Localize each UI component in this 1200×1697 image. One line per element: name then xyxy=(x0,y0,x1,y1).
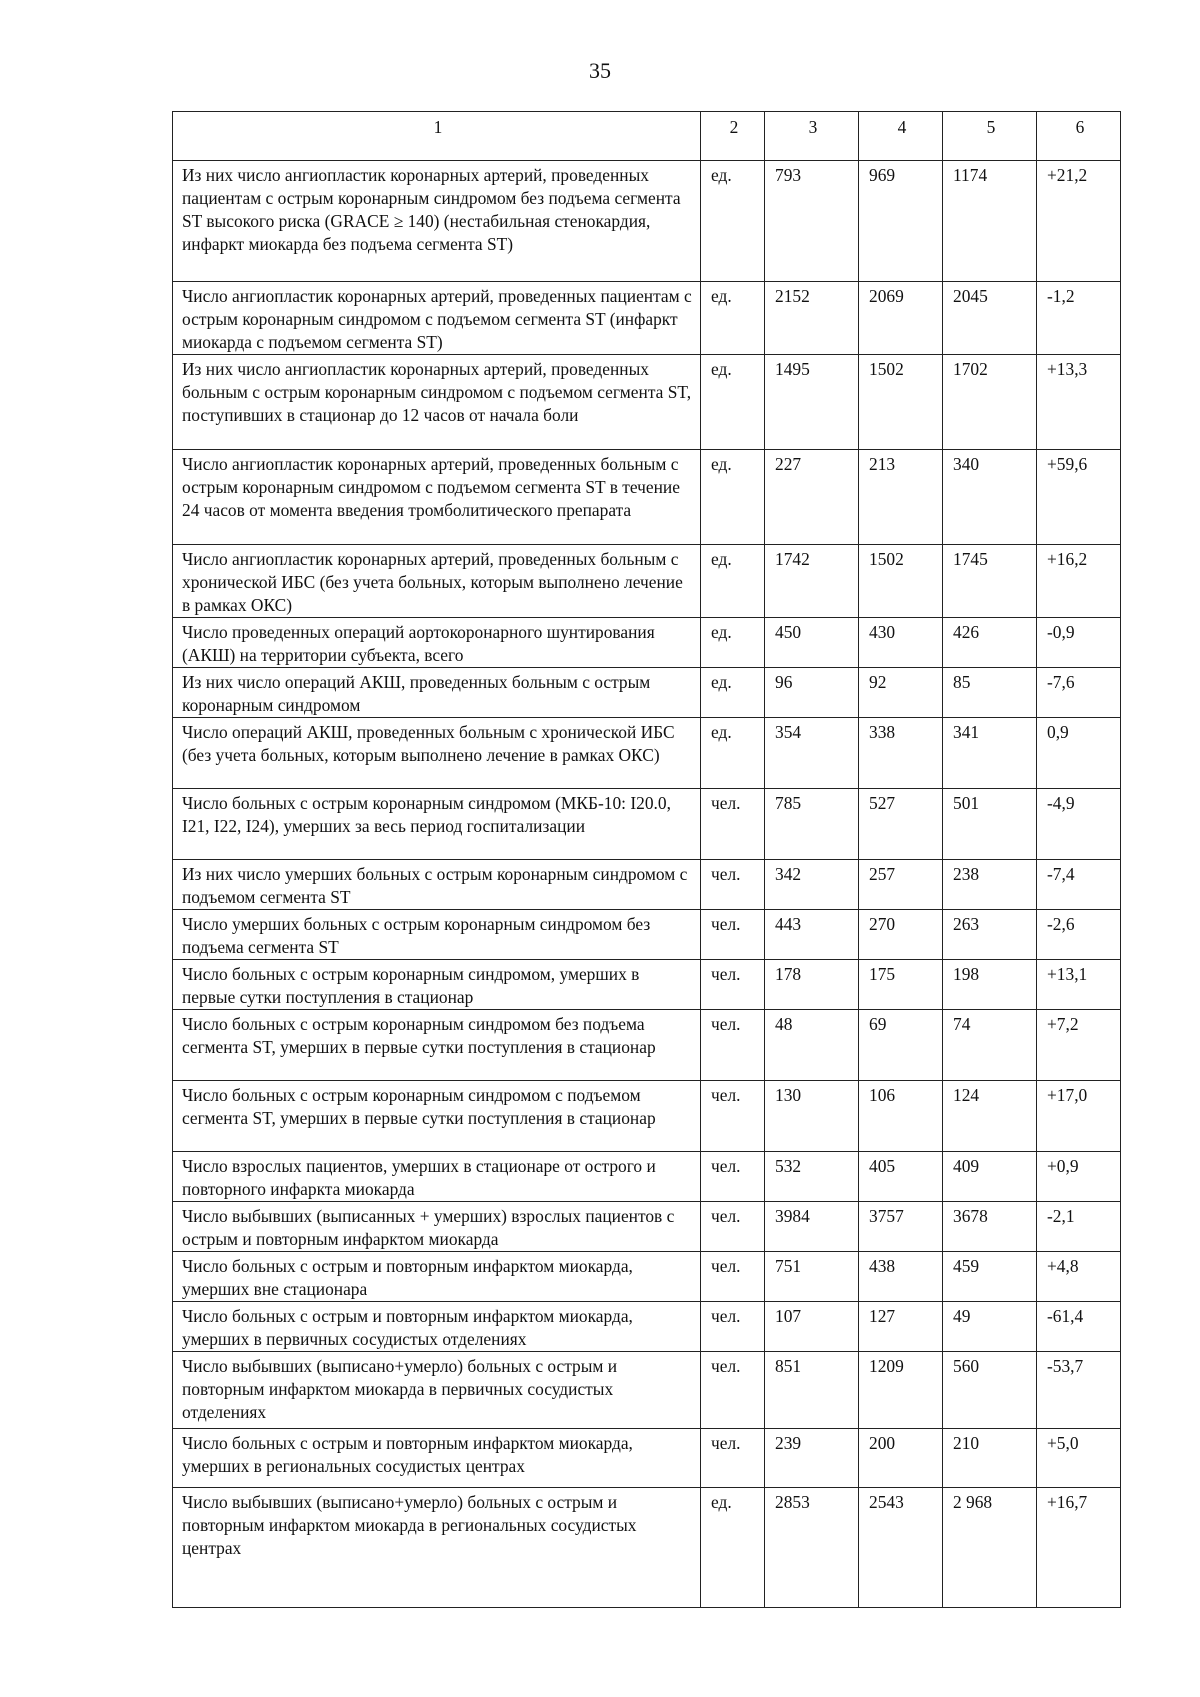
row-value-col4: 527 xyxy=(859,789,943,860)
row-unit: ед. xyxy=(701,618,765,668)
header-cell: 3 xyxy=(765,112,859,161)
row-unit: чел. xyxy=(701,960,765,1010)
row-value-col5: 560 xyxy=(943,1352,1037,1429)
row-unit: чел. xyxy=(701,789,765,860)
row-value-col3: 96 xyxy=(765,668,859,718)
row-value-col3: 532 xyxy=(765,1152,859,1202)
table-row xyxy=(173,960,1121,1010)
row-value-col5: 340 xyxy=(943,450,1037,545)
row-value-col6: -7,6 xyxy=(1037,668,1121,718)
row-value-col5: 1174 xyxy=(943,161,1037,282)
row-value-col3: 785 xyxy=(765,789,859,860)
row-value-col6: -61,4 xyxy=(1037,1302,1121,1352)
row-label: Из них число умерших больных с острым коронарным синдромом с подъемом сегмента ST xyxy=(173,860,701,910)
row-value-col4: 270 xyxy=(859,910,943,960)
page-number: 35 xyxy=(589,58,611,83)
row-value-col4: 1209 xyxy=(859,1352,943,1429)
row-unit: чел. xyxy=(701,1152,765,1202)
row-label: Число больных с острым коронарным синдромом, умерших в первые сутки поступления в стационар xyxy=(173,960,701,1010)
row-value-col4: 2069 xyxy=(859,282,943,355)
row-value-col4: 69 xyxy=(859,1010,943,1081)
table-row xyxy=(173,1352,1121,1429)
row-value-col3: 130 xyxy=(765,1081,859,1152)
row-value-col3: 1495 xyxy=(765,355,859,450)
row-value-col5: 263 xyxy=(943,910,1037,960)
row-label: Число взрослых пациентов, умерших в стационаре от острого и повторного инфаркта миокарда xyxy=(173,1152,701,1202)
row-value-col5: 210 xyxy=(943,1429,1037,1488)
row-label: Число больных с острым коронарным синдромом (МКБ-10: I20.0, I21, I22, I24), умерших за весь период госпитализации xyxy=(173,789,701,860)
row-value-col3: 48 xyxy=(765,1010,859,1081)
row-value-col6: +7,2 xyxy=(1037,1010,1121,1081)
row-value-col4: 257 xyxy=(859,860,943,910)
row-value-col5: 459 xyxy=(943,1252,1037,1302)
header-cell: 4 xyxy=(859,112,943,161)
row-unit: чел. xyxy=(701,1081,765,1152)
row-value-col5: 1745 xyxy=(943,545,1037,618)
table-row xyxy=(173,282,1121,355)
row-value-col6: -53,7 xyxy=(1037,1352,1121,1429)
row-unit: ед. xyxy=(701,668,765,718)
row-unit: ед. xyxy=(701,282,765,355)
row-value-col5: 124 xyxy=(943,1081,1037,1152)
row-value-col6: +17,0 xyxy=(1037,1081,1121,1152)
row-value-col6: +0,9 xyxy=(1037,1152,1121,1202)
row-value-col6: -0,9 xyxy=(1037,618,1121,668)
row-value-col5: 3678 xyxy=(943,1202,1037,1252)
table-row xyxy=(173,910,1121,960)
row-label: Число больных с острым коронарным синдромом без подъема сегмента ST, умерших в первые сутки поступления в стационар xyxy=(173,1010,701,1081)
table-row xyxy=(173,668,1121,718)
row-unit: чел. xyxy=(701,1302,765,1352)
row-unit: чел. xyxy=(701,910,765,960)
row-unit: ед. xyxy=(701,718,765,789)
table-row xyxy=(173,618,1121,668)
table-header-row xyxy=(173,112,1121,161)
row-value-col6: -2,1 xyxy=(1037,1202,1121,1252)
row-unit: чел. xyxy=(701,1352,765,1429)
row-value-col3: 793 xyxy=(765,161,859,282)
row-label: Число ангиопластик коронарных артерий, проведенных больным с хронической ИБС (без учета больных, которым выполнено лечение в рамках ОКС) xyxy=(173,545,701,618)
row-unit: чел. xyxy=(701,1252,765,1302)
row-value-col6: +59,6 xyxy=(1037,450,1121,545)
table-row xyxy=(173,1202,1121,1252)
row-value-col5: 1702 xyxy=(943,355,1037,450)
row-value-col5: 85 xyxy=(943,668,1037,718)
header-cell: 6 xyxy=(1037,112,1121,161)
row-unit: чел. xyxy=(701,1010,765,1081)
row-label: Число выбывших (выписано+умерло) больных с острым и повторным инфарктом миокарда в первичных сосудистых отделениях xyxy=(173,1352,701,1429)
row-value-col3: 751 xyxy=(765,1252,859,1302)
row-value-col4: 106 xyxy=(859,1081,943,1152)
row-value-col5: 49 xyxy=(943,1302,1037,1352)
row-value-col5: 74 xyxy=(943,1010,1037,1081)
row-unit: чел. xyxy=(701,1429,765,1488)
table-row xyxy=(173,450,1121,545)
row-unit: чел. xyxy=(701,1202,765,1252)
row-value-col3: 1742 xyxy=(765,545,859,618)
header-cell: 2 xyxy=(701,112,765,161)
row-value-col5: 426 xyxy=(943,618,1037,668)
row-value-col4: 1502 xyxy=(859,545,943,618)
row-value-col3: 342 xyxy=(765,860,859,910)
table-row xyxy=(173,860,1121,910)
row-value-col3: 2853 xyxy=(765,1488,859,1608)
row-label: Число выбывших (выписано+умерло) больных с острым и повторным инфарктом миокарда в региональных сосудистых центрах xyxy=(173,1488,701,1608)
table-row xyxy=(173,545,1121,618)
row-value-col6: 0,9 xyxy=(1037,718,1121,789)
row-value-col6: +13,1 xyxy=(1037,960,1121,1010)
row-value-col6: +16,2 xyxy=(1037,545,1121,618)
row-value-col5: 409 xyxy=(943,1152,1037,1202)
row-label: Число операций АКШ, проведенных больным с хронической ИБС (без учета больных, которым выполнено лечение в рамках ОКС) xyxy=(173,718,701,789)
row-value-col6: -2,6 xyxy=(1037,910,1121,960)
row-unit: ед. xyxy=(701,450,765,545)
table-row xyxy=(173,1081,1121,1152)
row-unit: ед. xyxy=(701,1488,765,1608)
row-value-col5: 2 968 xyxy=(943,1488,1037,1608)
row-value-col4: 969 xyxy=(859,161,943,282)
row-value-col5: 501 xyxy=(943,789,1037,860)
table-row xyxy=(173,718,1121,789)
table-row xyxy=(173,1429,1121,1488)
header-cell: 5 xyxy=(943,112,1037,161)
row-value-col6: -4,9 xyxy=(1037,789,1121,860)
table-row xyxy=(173,1152,1121,1202)
table-row xyxy=(173,161,1121,282)
row-value-col3: 107 xyxy=(765,1302,859,1352)
row-label: Число выбывших (выписанных + умерших) взрослых пациентов с острым и повторным инфарктом миокарда xyxy=(173,1202,701,1252)
row-value-col3: 178 xyxy=(765,960,859,1010)
row-value-col4: 405 xyxy=(859,1152,943,1202)
row-value-col6: +13,3 xyxy=(1037,355,1121,450)
row-value-col3: 3984 xyxy=(765,1202,859,1252)
row-label: Число больных с острым коронарным синдромом с подъемом сегмента ST, умерших в первые сутки поступления в стационар xyxy=(173,1081,701,1152)
row-value-col3: 450 xyxy=(765,618,859,668)
table-row xyxy=(173,1252,1121,1302)
row-value-col3: 227 xyxy=(765,450,859,545)
row-value-col6: -1,2 xyxy=(1037,282,1121,355)
row-label: Число больных с острым и повторным инфарктом миокарда, умерших в региональных сосудистых центрах xyxy=(173,1429,701,1488)
row-value-col3: 239 xyxy=(765,1429,859,1488)
row-label: Из них число ангиопластик коронарных артерий, проведенных больным с острым коронарным синдромом с подъемом сегмента ST, поступивших в стационар до 12 часов от начала боли xyxy=(173,355,701,450)
row-unit: ед. xyxy=(701,161,765,282)
row-value-col4: 338 xyxy=(859,718,943,789)
header-cell: 1 xyxy=(173,112,701,161)
row-label: Из них число ангиопластик коронарных артерий, проведенных пациентам с острым коронарным синдромом без подъема сегмента ST высокого риска (GRACE ≥ 140) (нестабильная стенокардия, инфаркт миокарда без подъема сегмента ST) xyxy=(173,161,701,282)
row-value-col4: 2543 xyxy=(859,1488,943,1608)
row-value-col4: 200 xyxy=(859,1429,943,1488)
row-unit: чел. xyxy=(701,860,765,910)
row-value-col3: 354 xyxy=(765,718,859,789)
row-label: Число ангиопластик коронарных артерий, проведенных больным с острым коронарным синдромом с подъемом сегмента ST в течение 24 часов от момента введения тромболитического препарата xyxy=(173,450,701,545)
row-label: Число проведенных операций аортокоронарного шунтирования (АКШ) на территории субъекта, всего xyxy=(173,618,701,668)
table-row xyxy=(173,1488,1121,1608)
row-value-col4: 430 xyxy=(859,618,943,668)
row-value-col5: 238 xyxy=(943,860,1037,910)
table-row xyxy=(173,355,1121,450)
row-value-col6: +21,2 xyxy=(1037,161,1121,282)
row-value-col4: 127 xyxy=(859,1302,943,1352)
row-label: Из них число операций АКШ, проведенных больным с острым коронарным синдромом xyxy=(173,668,701,718)
row-label: Число больных с острым и повторным инфарктом миокарда, умерших в первичных сосудистых отделениях xyxy=(173,1302,701,1352)
row-value-col6: -7,4 xyxy=(1037,860,1121,910)
row-value-col3: 443 xyxy=(765,910,859,960)
row-label: Число ангиопластик коронарных артерий, проведенных пациентам с острым коронарным синдромом с подъемом сегмента ST (инфаркт миокарда с подъемом сегмента ST) xyxy=(173,282,701,355)
row-value-col6: +5,0 xyxy=(1037,1429,1121,1488)
row-value-col5: 2045 xyxy=(943,282,1037,355)
table-row xyxy=(173,1010,1121,1081)
row-value-col6: +16,7 xyxy=(1037,1488,1121,1608)
row-value-col5: 341 xyxy=(943,718,1037,789)
statistics-table xyxy=(172,111,1121,1608)
row-unit: ед. xyxy=(701,355,765,450)
table-row xyxy=(173,1302,1121,1352)
row-label: Число больных с острым и повторным инфарктом миокарда, умерших вне стационара xyxy=(173,1252,701,1302)
row-value-col4: 175 xyxy=(859,960,943,1010)
row-value-col4: 3757 xyxy=(859,1202,943,1252)
row-value-col5: 198 xyxy=(943,960,1037,1010)
row-value-col4: 438 xyxy=(859,1252,943,1302)
row-value-col4: 213 xyxy=(859,450,943,545)
row-unit: ед. xyxy=(701,545,765,618)
table-row xyxy=(173,789,1121,860)
row-value-col3: 2152 xyxy=(765,282,859,355)
row-value-col6: +4,8 xyxy=(1037,1252,1121,1302)
row-value-col4: 1502 xyxy=(859,355,943,450)
row-value-col4: 92 xyxy=(859,668,943,718)
row-value-col3: 851 xyxy=(765,1352,859,1429)
row-label: Число умерших больных с острым коронарным синдромом без подъема сегмента ST xyxy=(173,910,701,960)
